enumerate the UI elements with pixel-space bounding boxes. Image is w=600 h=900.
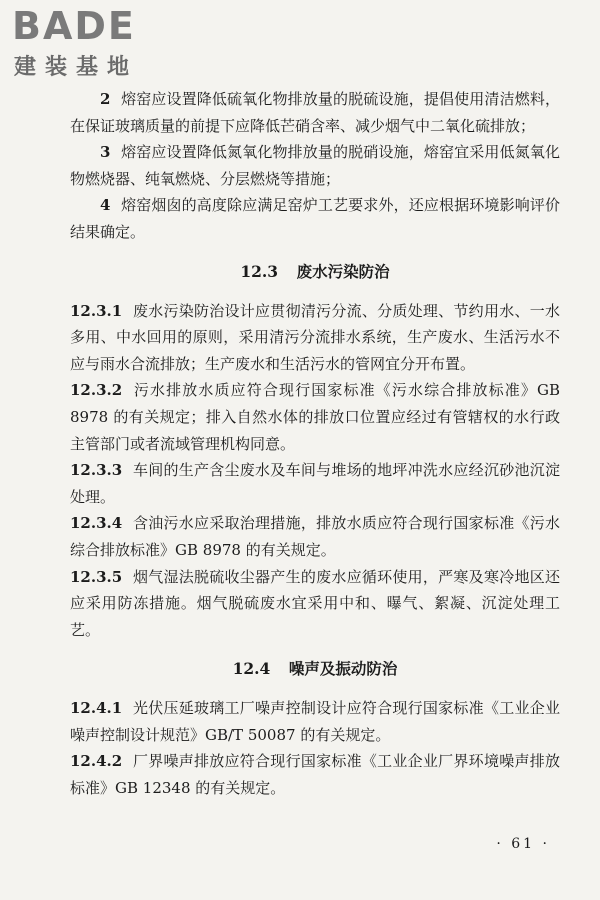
publisher-logo — [12, 6, 177, 86]
clause-12-3-5: 12.3.5 烟气湿法脱硫收尘器产生的废水应循环使用，严寒及寒冷地区还应采用防冻措施。烟气脱硫废水宜采用中和、曝气、絮凝、沉淀处理工艺。 — [70, 567, 560, 639]
section-heading-12-4: 12.4 噪声及振动防治 — [232, 659, 398, 679]
logo-subtitle: 建装基地 — [14, 55, 139, 80]
list-item: 2 熔窑应设置降低硫氧化物排放量的脱硫设施，提倡使用清洁燃料，在保证玻璃质量的前提下应降低芒硝含率、减少烟气中二氧化硫排放； — [70, 90, 560, 135]
clause-12-3-4: 12.3.4 含油污水应采取治理措施，排放水质应符合现行国家标准《污水综合排放标准》GB 8978 的有关规定。 — [70, 514, 560, 559]
list-item: 3 熔窑应设置降低氮氧化物排放量的脱硝设施，熔窑宜采用低氮氧化物燃烧器、纯氧燃烧、分层燃烧等措施； — [70, 143, 560, 188]
clause-12-3-2: 12.3.2 污水排放水质应符合现行国家标准《污水综合排放标准》GB 8978 的有关规定；排入自然水体的排放口位置应经过有管辖权的水行政主管部门或者流域管理机构同意。 — [70, 381, 560, 453]
clause-12-3-1: 12.3.1 废水污染防治设计应贯彻清污分流、分质处理、节约用水、一水多用、中水回用的原则，采用清污分流排水系统，生产废水、生活污水不应与雨水合流排放；生产废水和生活污水的管网宜分开布置。 — [70, 301, 560, 373]
page-body — [70, 86, 560, 802]
logo-wordmark: BADE — [12, 4, 136, 48]
clause-12-3-3: 12.3.3 车间的生产含尘废水及车间与堆场的地坪冲洗水应经沉砂池沉淀处理。 — [70, 461, 560, 506]
section-heading-12-3: 12.3 废水污染防治 — [240, 261, 390, 281]
page-number: · 61 · — [496, 836, 550, 852]
clause-12-4-2: 12.4.2 厂界噪声排放应符合现行国家标准《工业企业厂界环境噪声排放标准》GB 12348 的有关规定。 — [70, 752, 560, 798]
clause-12-4-1: 12.4.1 光伏压延玻璃工厂噪声控制设计应符合现行国家标准《工业企业噪声控制设计规范》GB/T 50087 的有关规定。 — [70, 699, 560, 744]
list-item: 4 熔窑烟囱的高度除应满足窑炉工艺要求外，还应根据环境影响评价结果确定。 — [70, 196, 560, 241]
